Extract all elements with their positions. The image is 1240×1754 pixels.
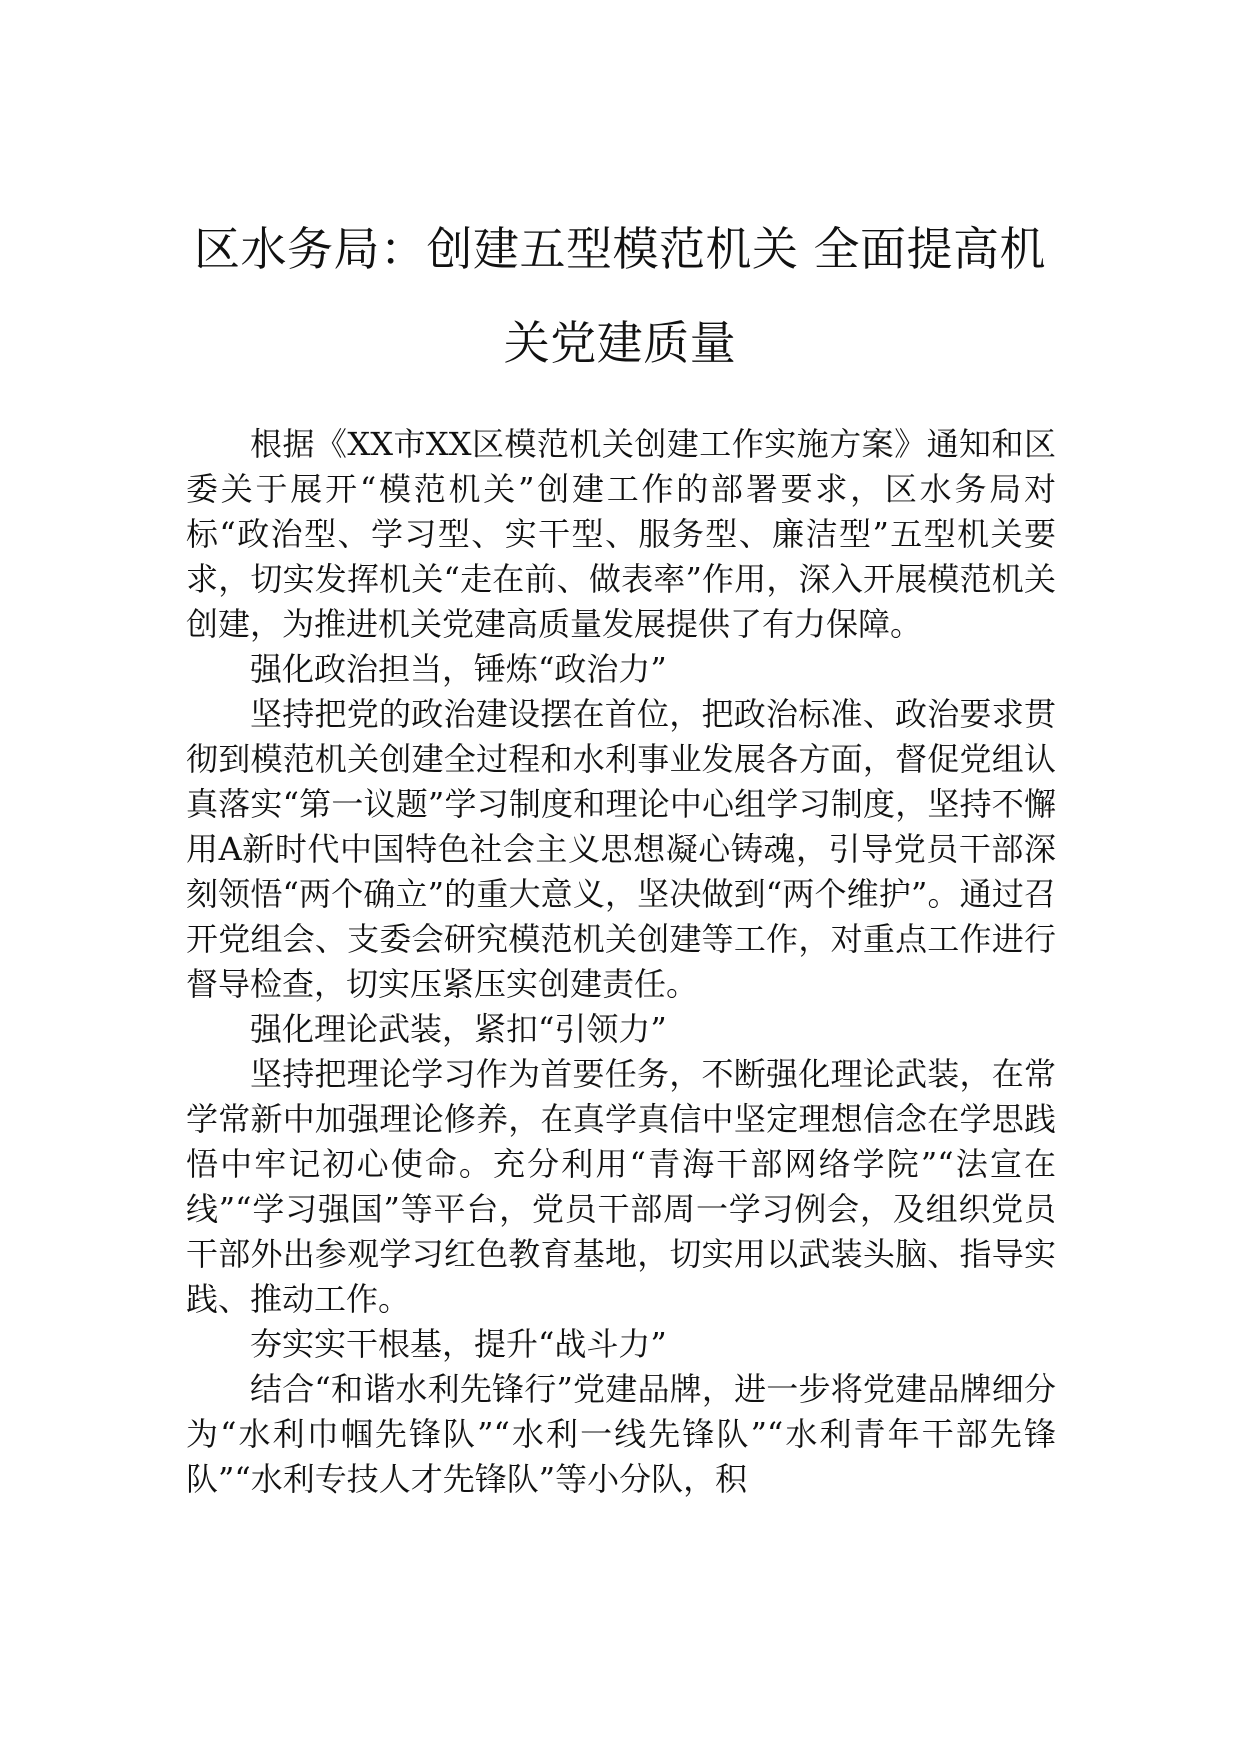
title-line-1: 区水务局：创建五型模范机关 全面提高机 <box>193 222 1047 276</box>
document-title <box>170 202 1070 390</box>
section-heading-political: 强化政治担当，锤炼“政治力” <box>250 650 667 688</box>
document-body <box>186 422 1056 1502</box>
title-line-2: 关党建质量 <box>503 316 737 370</box>
paragraph-political: 坚持把党的政治建设摆在首位，把政治标准、政治要求贯彻到模范机关创建全过程和水利事业发展各方面，督促党组认真落实“第一议题”学习制度和理论中心组学习制度，坚持不懈用A新时代中国特色社会主义思想凝心铸魂，引导党员干部深刻领悟“两个确立”的重大意义，坚决做到“两个维护”。通过召开党组会、支委会研究模范机关创建等工作，对重点工作进行督导检查，切实压紧压实创建责任。 <box>186 695 1056 1003</box>
paragraph-intro: 根据《XX市XX区模范机关创建工作实施方案》通知和区委关于展开“模范机关”创建工作的部署要求，区水务局对标“政治型、学习型、实干型、服务型、廉洁型”五型机关要求，切实发挥机关“走在前、做表率”作用，深入开展模范机关创建，为推进机关党建高质量发展提供了有力保障。 <box>186 425 1056 643</box>
section-heading-theory: 强化理论武装，紧扣“引领力” <box>250 1010 667 1048</box>
paragraph-theory: 坚持把理论学习作为首要任务，不断强化理论武装，在常学常新中加强理论修养，在真学真信中坚定理想信念在学思践悟中牢记初心使命。充分利用“青海干部网络学院”“法宣在线”“学习强国”等平台，党员干部周一学习例会，及组织党员干部外出参观学习红色教育基地，切实用以武装头脑、指导实践、推动工作。 <box>186 1055 1056 1318</box>
section-heading-practice: 夯实实干根基，提升“战斗力” <box>250 1325 667 1363</box>
paragraph-practice: 结合“和谐水利先锋行”党建品牌，进一步将党建品牌细分为“水利巾帼先锋队”“水利一线先锋队”“水利青年干部先锋队”“水利专技人才先锋队”等小分队，积 <box>186 1370 1056 1498</box>
